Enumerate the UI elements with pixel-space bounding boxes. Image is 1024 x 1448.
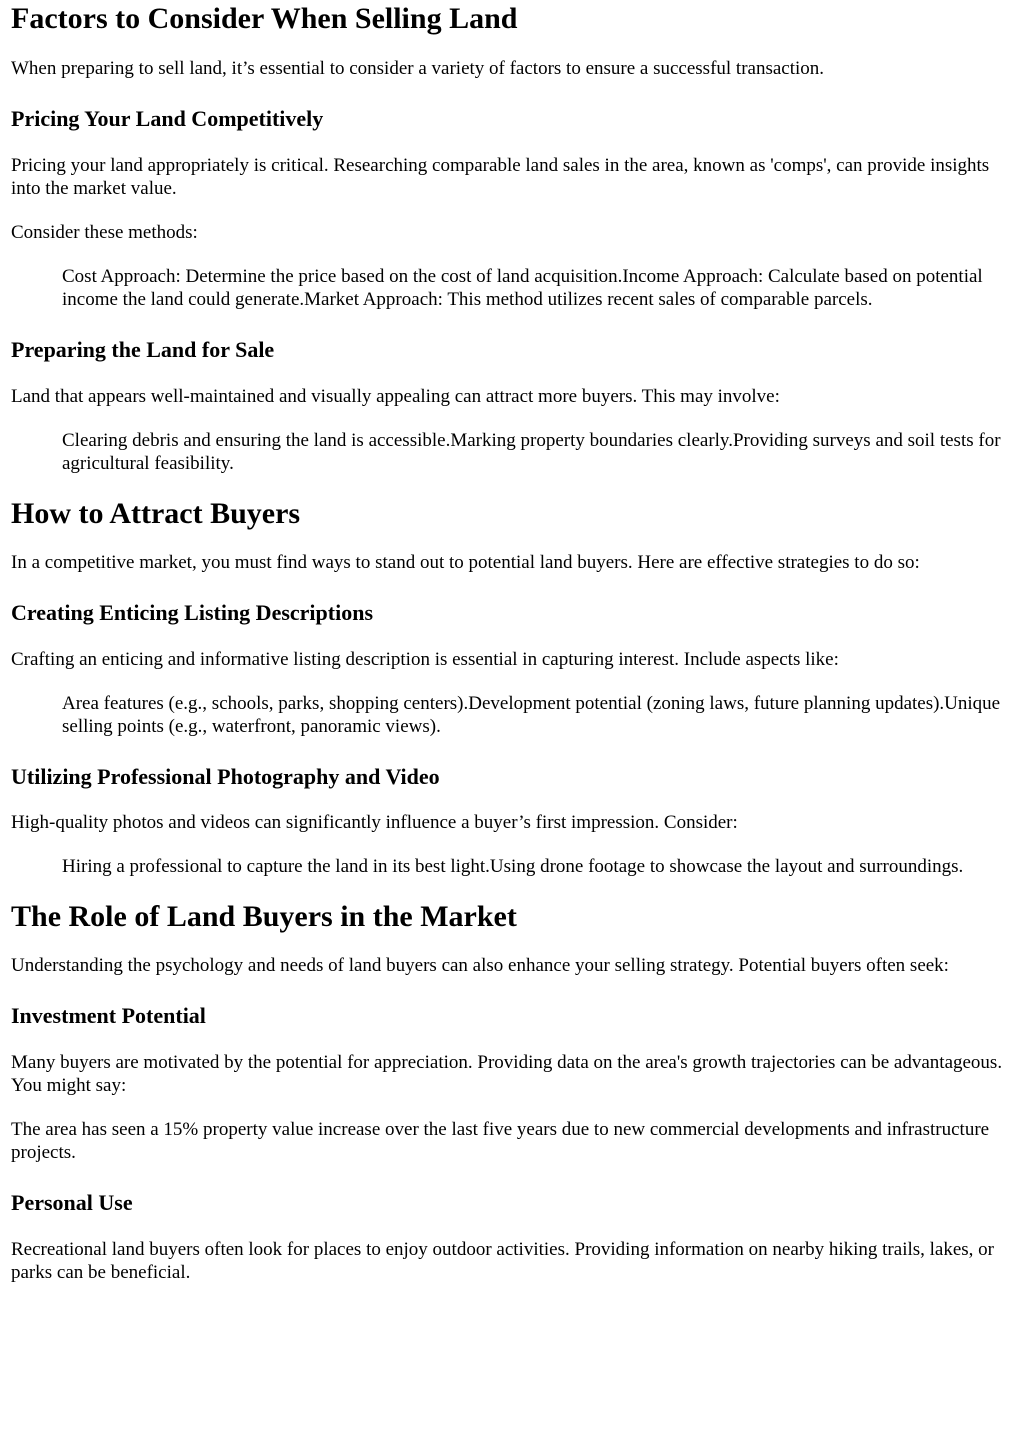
subsection-heading: Preparing the Land for Sale (11, 337, 275, 362)
section-heading: How to Attract Buyers (11, 497, 301, 530)
paragraph: The area has seen a 15% property value increase over the last five years due to new commercial developments and infrastructure projects. (11, 1119, 990, 1163)
methods-quote: Cost Approach: Determine the price based on the cost of land acquisition.Income Approach: Calculate based on potential income the land could generate.Market Approach: This method utilizes recent sales of comparable parcels. (62, 266, 983, 310)
article (0, 2, 1024, 1284)
paragraph: Land that appears well-maintained and visually appealing can attract more buyers. This may involve: (11, 386, 780, 407)
section-intro: Understanding the psychology and needs of land buyers can also enhance your selling strategy. Potential buyers often seek: (11, 955, 949, 976)
photography-quote: Hiring a professional to capture the land in its best light.Using drone footage to showcase the layout and surroundings. (62, 856, 964, 877)
subsection-heading: Utilizing Professional Photography and Video (11, 764, 440, 789)
subsection-heading: Personal Use (11, 1190, 133, 1215)
section-intro: When preparing to sell land, it’s essential to consider a variety of factors to ensure a successful transaction. (11, 58, 825, 79)
paragraph: High-quality photos and videos can significantly influence a buyer’s first impression. Consider: (11, 812, 738, 833)
subsection-heading: Investment Potential (11, 1003, 206, 1028)
preparation-quote: Clearing debris and ensuring the land is accessible.Marking property boundaries clearly.Providing surveys and soil tests for agricultural feasibility. (62, 430, 1001, 474)
listing-features-quote: Area features (e.g., schools, parks, shopping centers).Development potential (zoning laws, future planning updates).Unique selling points (e.g., waterfront, panoramic views). (62, 693, 1001, 737)
subsection-heading: Creating Enticing Listing Descriptions (11, 600, 374, 625)
paragraph: Many buyers are motivated by the potential for appreciation. Providing data on the area's growth trajectories can be advantageous. You might say: (11, 1052, 1003, 1096)
paragraph: Recreational land buyers often look for places to enjoy outdoor activities. Providing information on nearby hiking trails, lakes, or parks can be beneficial. (11, 1239, 995, 1283)
section-heading: Factors to Consider When Selling Land (11, 2, 518, 35)
section-heading: The Role of Land Buyers in the Market (11, 900, 517, 933)
paragraph: Pricing your land appropriately is critical. Researching comparable land sales in the area, known as 'comps', can provide insights into the market value. (11, 155, 990, 199)
subsection-heading: Pricing Your Land Competitively (11, 106, 324, 131)
paragraph: Crafting an enticing and informative listing description is essential in capturing interest. Include aspects like: (11, 649, 839, 670)
section-intro: In a competitive market, you must find ways to stand out to potential land buyers. Here are effective strategies to do so: (11, 552, 920, 573)
paragraph: Consider these methods: (11, 222, 198, 243)
